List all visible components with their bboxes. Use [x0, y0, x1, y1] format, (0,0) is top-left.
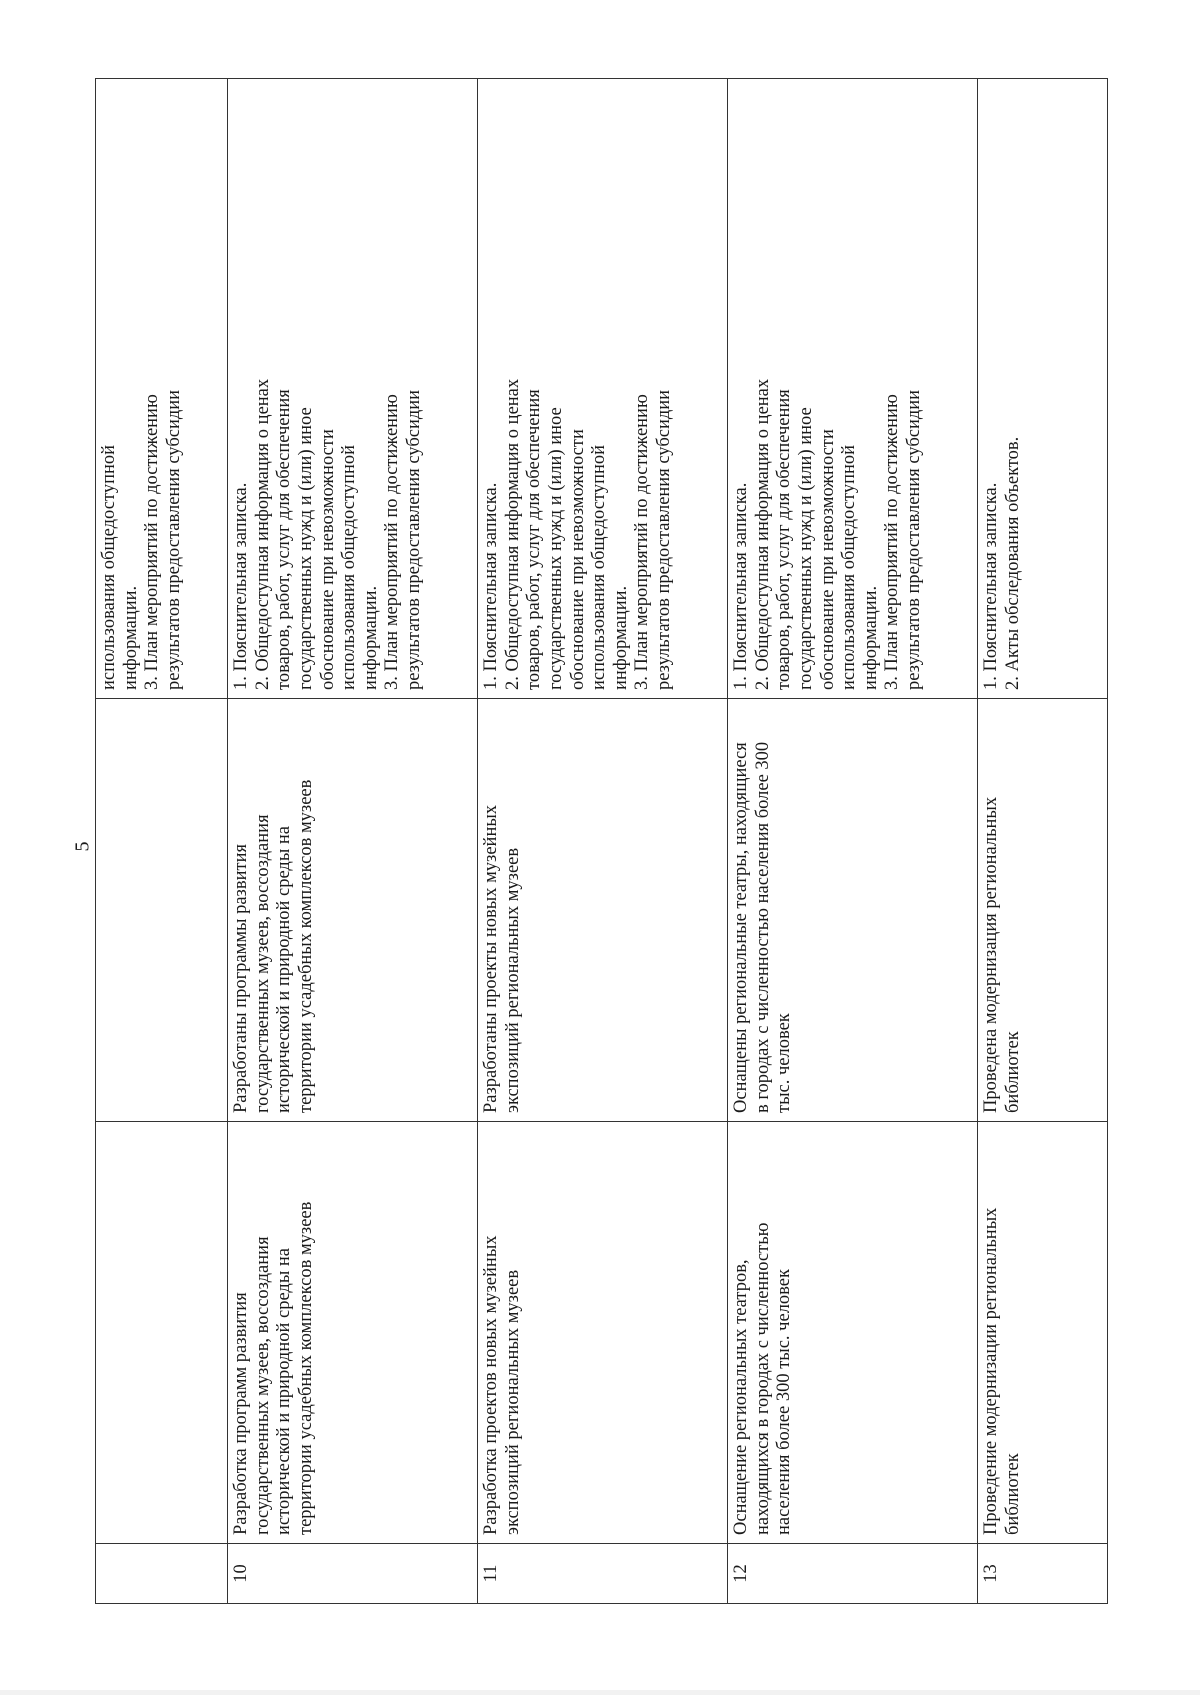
rotated-table-wrapper: [95, 79, 1107, 1604]
cell-text-line: государственных нужд и (или) иное: [795, 407, 816, 690]
cell-text-line: населения более 300 тыс. человек: [774, 1268, 795, 1535]
cell-text-line: результатов предоставления субсидии: [654, 389, 675, 690]
result-cell: [728, 699, 978, 1122]
cell-text-line: товаров, работ, услуг для обеспечения: [274, 389, 295, 690]
event-cell: [228, 1122, 478, 1544]
result-cell: [478, 699, 728, 1122]
cell-text-line: 2. Общедоступная информация о ценах: [752, 378, 773, 690]
event-cell: [478, 1122, 728, 1544]
cell-text-line: тыс. человек: [774, 1013, 795, 1113]
table-row: [978, 79, 1108, 1604]
cell-text-line: 2. Общедоступная информация о ценах: [502, 378, 523, 690]
cell-text-line: 3. План мероприятий по достижению: [882, 394, 903, 690]
cell-text-line: использования общедоступной: [589, 444, 610, 690]
cell-text-line: результатов предоставления субсидии: [404, 389, 425, 690]
documents-cell: [96, 79, 228, 699]
cell-text-line: товаров, работ, услуг для обеспечения: [774, 389, 795, 690]
scan-edge: [0, 1690, 1200, 1695]
event-cell: [978, 1122, 1108, 1544]
cell-text-line: Разработка проектов новых музейных: [481, 1235, 501, 1535]
row-number-cell: [96, 1544, 228, 1604]
cell-text-line: государственных нужд и (или) иное: [545, 407, 566, 690]
cell-text-line: Оснащение региональных театров,: [731, 1259, 751, 1535]
cell-text-line: исторической и природной среды на: [274, 825, 295, 1113]
table-row: [728, 79, 978, 1604]
measures-table: [95, 78, 1108, 1604]
cell-text-line: экспозиций региональных музеев: [502, 847, 523, 1113]
cell-text-line: информации.: [120, 585, 141, 690]
cell-text-line: товаров, работ, услуг для обеспечения: [524, 389, 545, 690]
cell-text-line: обоснование при невозможности: [567, 429, 588, 690]
cell-text-line: государственных нужд и (или) иное: [295, 407, 316, 690]
cell-text-line: Разработаны проекты новых музейных: [481, 804, 501, 1113]
cell-text-line: территории усадебных комплексов музеев: [295, 1201, 316, 1535]
cell-text-line: исторической и природной среды на: [274, 1247, 295, 1535]
documents-cell: [728, 79, 978, 699]
cell-text-line: обоснование при невозможности: [317, 429, 338, 690]
documents-cell: [478, 79, 728, 699]
cell-text-line: результатов предоставления субсидии: [904, 389, 925, 690]
table-row: [96, 79, 228, 1604]
cell-text-line: находящихся в городах с численностью: [752, 1222, 773, 1535]
cell-text-line: 2. Акты обследования объектов.: [1002, 436, 1023, 690]
cell-text-line: Проведение модернизации региональных: [981, 1207, 1001, 1535]
cell-text-line: использования общедоступной: [839, 444, 860, 690]
cell-text-line: 1. Пояснительная записка.: [731, 482, 751, 690]
row-number-cell: 12: [728, 1544, 978, 1604]
cell-text-line: экспозиций региональных музеев: [502, 1269, 523, 1535]
cell-text-line: информации.: [360, 585, 381, 690]
cell-text-line: 1. Пояснительная записка.: [231, 482, 251, 690]
result-cell: [228, 699, 478, 1122]
cell-text-line: Проведена модернизация региональных: [981, 796, 1001, 1113]
cell-text-line: государственных музеев, воссоздания: [252, 814, 273, 1113]
table-row: [478, 79, 728, 1604]
event-cell: [728, 1122, 978, 1544]
event-cell: [96, 1122, 228, 1544]
cell-text-line: Разработка программ развития: [231, 1292, 251, 1535]
result-cell: [96, 699, 228, 1122]
cell-text-line: 3. План мероприятий по достижению: [142, 394, 163, 690]
row-number-cell: 13: [978, 1544, 1108, 1604]
cell-text-line: библиотек: [1002, 1031, 1023, 1113]
cell-text-line: государственных музеев, воссоздания: [252, 1236, 273, 1535]
cell-text-line: территории усадебных комплексов музеев: [295, 779, 316, 1113]
cell-text-line: результатов предоставления субсидии: [163, 389, 184, 690]
cell-text-line: обоснование при невозможности: [817, 429, 838, 690]
page-number: 5: [71, 841, 94, 852]
cell-text-line: Разработаны программы развития: [231, 844, 251, 1113]
cell-text-line: 3. План мероприятий по достижению: [632, 394, 653, 690]
cell-text-line: 3. План мероприятий по достижению: [382, 394, 403, 690]
row-number-cell: 11: [478, 1544, 728, 1604]
cell-text-line: библиотек: [1002, 1453, 1023, 1535]
documents-cell: [228, 79, 478, 699]
cell-text-line: в городах с численностью населения более 300: [752, 741, 773, 1113]
table-row: [228, 79, 478, 1604]
cell-text-line: информации.: [610, 585, 631, 690]
cell-text-line: 2. Общедоступная информация о ценах: [252, 378, 273, 690]
cell-text-line: 1. Пояснительная записка.: [981, 482, 1001, 690]
documents-cell: [978, 79, 1108, 699]
cell-text-line: Оснащены региональные театры, находящиеся: [731, 742, 751, 1113]
cell-text-line: 1. Пояснительная записка.: [481, 482, 501, 690]
cell-text-line: использования общедоступной: [339, 444, 360, 690]
cell-text-line: информации.: [860, 585, 881, 690]
cell-text-line: использования общедоступной: [99, 444, 119, 690]
row-number-cell: 10: [228, 1544, 478, 1604]
result-cell: [978, 699, 1108, 1122]
